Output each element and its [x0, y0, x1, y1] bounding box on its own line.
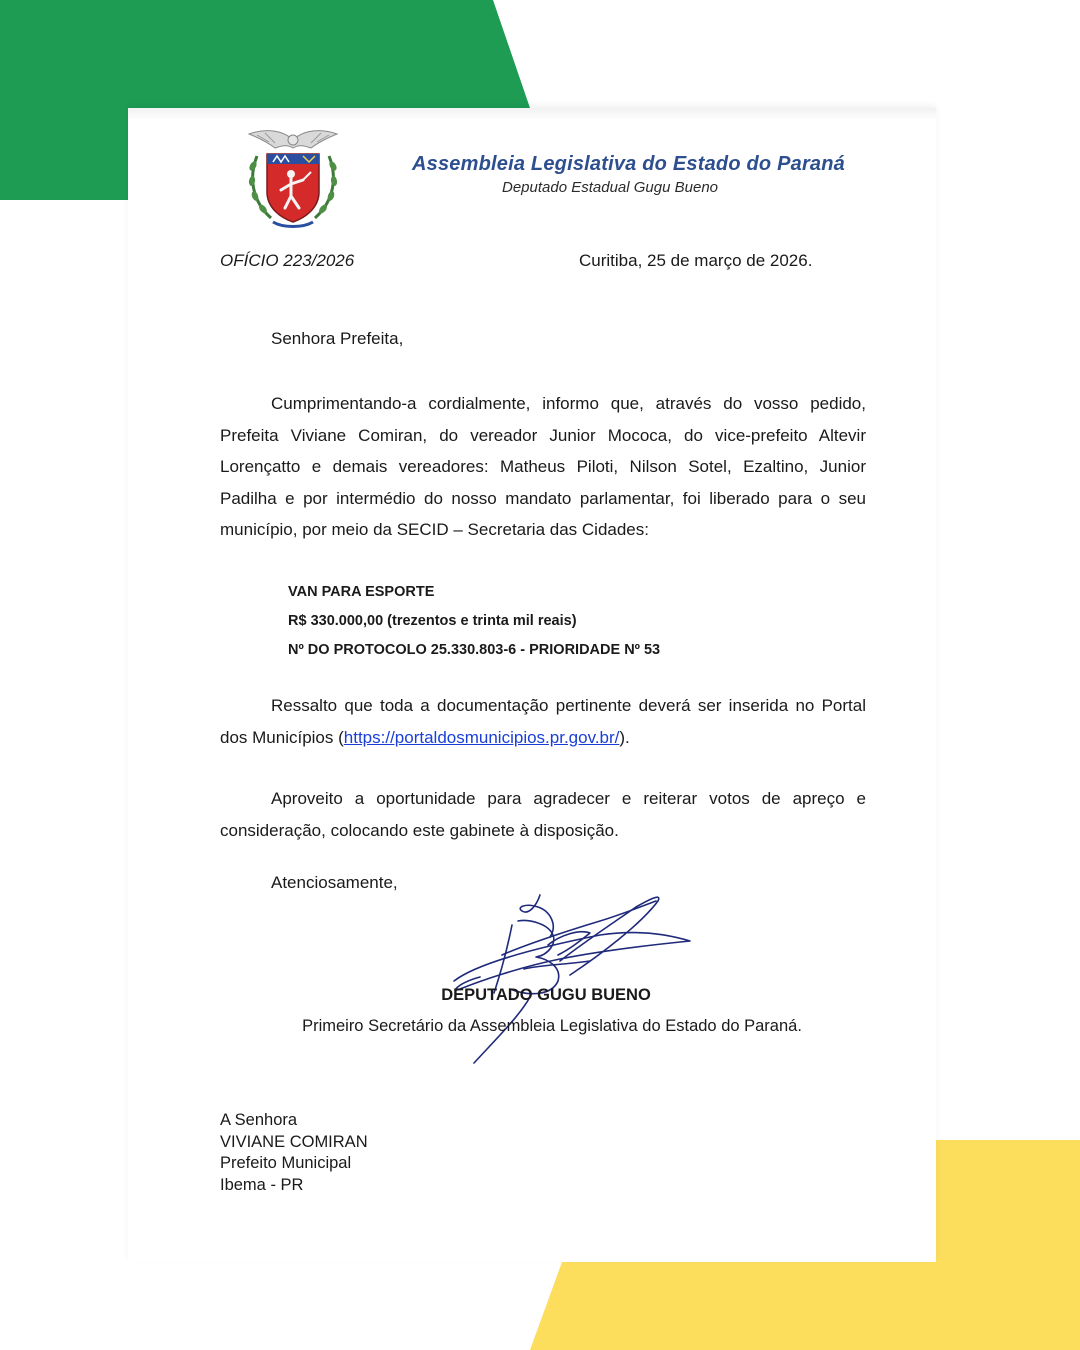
deputy-subtitle: Deputado Estadual Gugu Bueno	[502, 179, 718, 196]
addressee-line-3: Prefeito Municipal	[220, 1154, 352, 1172]
portal-link[interactable]: https://portaldosmunicipios.pr.gov.br/	[343, 727, 620, 747]
body-paragraph-main: Cumprimentando-a cordialmente, informo que, através do vosso pedido, Prefeita Viviane Comiran, do vereador Junior Mococa, do vice-prefeito Altevir Lorençatto e demais vereadores: Matheus Piloti, Nilson Sotel, Ezaltino, Junior Padilha e por intermédio do nosso mandato parlamentar, foi liberado para o seu município, por meio da SECID – Secretaria das Cidades:	[220, 394, 866, 540]
handwritten-signature	[440, 885, 700, 1070]
ressalto-text: Ressalto que toda a documentação pertinente deverá ser inserida no Portal dos Municípios (	[220, 696, 866, 747]
place-date: Curitiba, 25 de março de 2026.	[579, 251, 813, 270]
salutation: Senhora Prefeita,	[271, 329, 404, 348]
highlight-protocol: Nº DO PROTOCOLO 25.330.803-6 - PRIORIDADE Nº 53	[288, 642, 661, 658]
addressee-block	[220, 1110, 368, 1196]
body-paragraph-ressalto	[220, 690, 866, 753]
signer-name: DEPUTADO GUGU BUENO	[441, 986, 651, 1004]
oficio-reference: OFÍCIO 223/2026	[220, 251, 355, 270]
addressee-line-2: VIVIANE COMIRAN	[220, 1132, 368, 1151]
body-paragraph-aproveito: Aproveito a oportunidade para agradecer e reiterar votos de apreço e consideração, colocando este gabinete à disposição.	[220, 789, 866, 840]
letter-sheet-edge	[128, 108, 936, 120]
highlight-amount: R$ 330.000,00 (trezentos e trinta mil reais)	[288, 613, 577, 629]
highlight-item: VAN PARA ESPORTE	[288, 584, 435, 600]
addressee-line-1: A Senhora	[220, 1111, 298, 1129]
institution-name: Assembleia Legislativa do Estado do Paraná	[412, 153, 845, 175]
letter-sheet	[128, 108, 936, 1262]
closing: Atenciosamente,	[271, 873, 398, 892]
signer-role: Primeiro Secretário da Assembleia Legislativa do Estado do Paraná.	[302, 1017, 802, 1035]
addressee-line-4: Ibema - PR	[220, 1175, 304, 1194]
parana-coat-of-arms-icon	[243, 126, 343, 232]
ressalto-text-end: ).	[619, 727, 630, 747]
